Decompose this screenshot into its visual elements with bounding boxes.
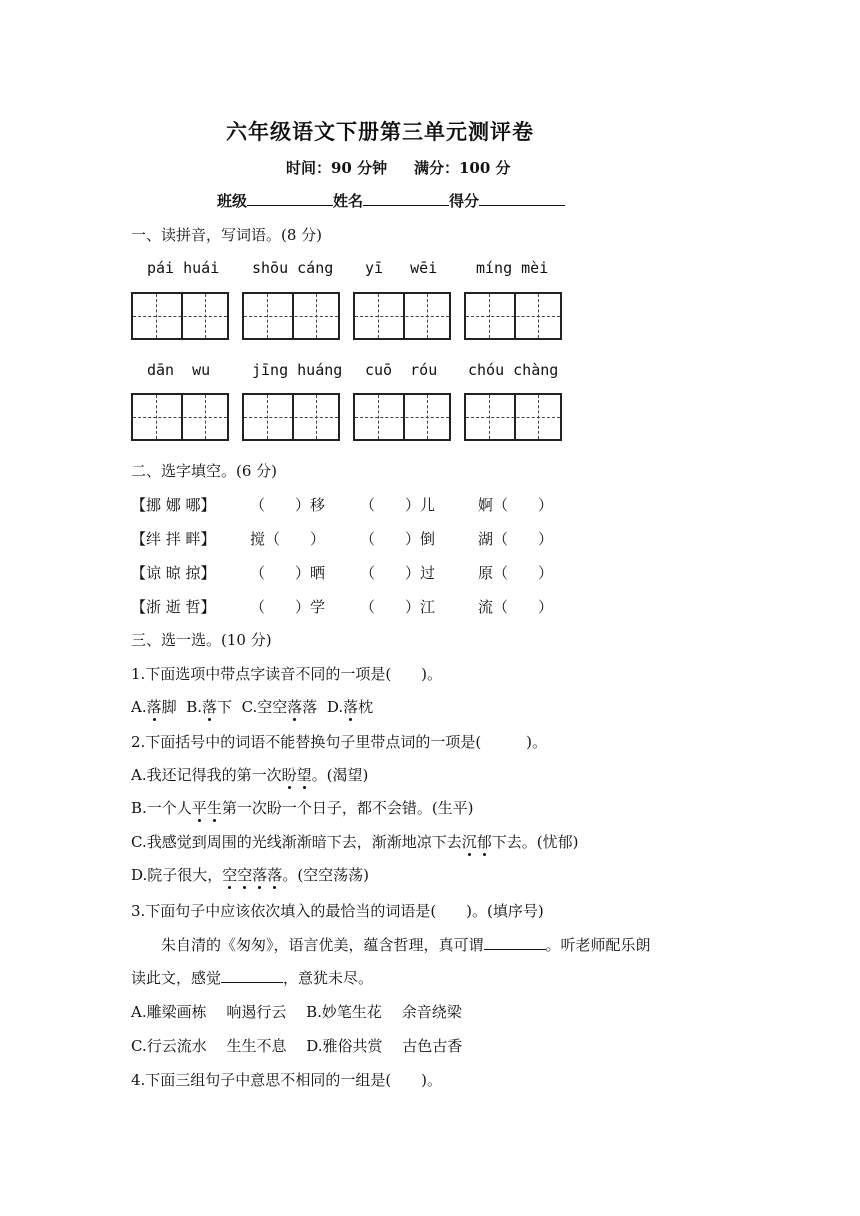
question-4: 4.下面三组句子中意思不相同的一组是( )。 <box>131 1071 443 1089</box>
q1-a-dotted-char: 落 <box>146 698 162 716</box>
fill-1-2: （ ）儿 <box>360 496 436 514</box>
q1-a-suffix: 脚 <box>161 698 177 716</box>
pinyin-2: shōu cáng <box>252 259 334 277</box>
pinyin-8: chóu chàng <box>468 361 559 379</box>
pinyin-3: yī wēi <box>365 259 438 277</box>
name-label: 姓名 <box>333 192 364 210</box>
section1-heading: 一、读拼音，写词语。(8 分) <box>131 226 323 244</box>
pinyin-1: pái huái <box>147 259 220 277</box>
class-blank <box>247 205 333 206</box>
q1-c-prefix: C.空空 <box>241 698 288 716</box>
q3-passage-text-end: 。听老师配乐朗 <box>545 936 651 954</box>
page-title: 六年级语文下册第三单元测评卷 <box>226 119 534 144</box>
q3-blank-1[interactable] <box>484 949 546 950</box>
q2-c-dotted-char: 郁 <box>476 833 492 851</box>
fill-2-1: 搅（ ） <box>250 530 326 548</box>
question-2-option-c <box>131 831 578 852</box>
fill-3-1: （ ）晒 <box>250 564 326 582</box>
writing-grid-2[interactable] <box>242 292 340 340</box>
fill-2-2: （ ）倒 <box>360 530 436 548</box>
char-group-4: 【浙 逝 哲】 <box>131 598 216 616</box>
q1-b-prefix: B. <box>186 698 202 716</box>
q1-b-dotted-char: 落 <box>201 698 217 716</box>
q2-a-dotted-char: 望 <box>296 766 312 784</box>
question-1-options <box>131 696 373 717</box>
q1-d-dotted-char: 落 <box>343 698 359 716</box>
q2-d-dotted-char: 落 <box>252 866 268 884</box>
section2-heading: 二、选字填空。(6 分) <box>131 462 278 480</box>
question-2-option-d <box>131 864 369 885</box>
q2-d-dotted-char: 空 <box>237 866 253 884</box>
q1-c-suffix: 落 <box>302 698 318 716</box>
fill-4-1: （ ）学 <box>250 598 326 616</box>
q3-blank-2[interactable] <box>221 982 283 983</box>
writing-grid-1[interactable] <box>131 292 229 340</box>
question-3: 3.下面句子中应该依次填入的最恰当的词语是( )。(填序号) <box>131 902 544 920</box>
writing-grid-6[interactable] <box>242 393 340 441</box>
char-group-3: 【谅 晾 掠】 <box>131 564 216 582</box>
q2-c-dotted-char: 沉 <box>461 833 477 851</box>
question-3-options-cd: C.行云流水 生生不息 D.雅俗共赏 古色古香 <box>131 1037 463 1055</box>
q1-c-dotted-char: 落 <box>287 698 303 716</box>
q3-passage-text: 朱自清的《匆匆》，语言优美，蕴含哲理，真可谓 <box>161 936 484 954</box>
q2-c-text: C.我感觉到周围的光线渐渐暗下去，渐渐地凉下去 <box>131 833 462 851</box>
writing-grid-7[interactable] <box>353 393 451 441</box>
question-3-options-ab: A.雕梁画栋 响遏行云 B.妙笔生花 余音绕梁 <box>131 1003 462 1021</box>
pinyin-6: jīng huáng <box>252 361 343 379</box>
time-label: 时间：90 分钟 <box>286 159 388 177</box>
name-blank <box>363 205 449 206</box>
q2-d-dotted-char: 空 <box>222 866 238 884</box>
writing-grid-8[interactable] <box>464 393 562 441</box>
question-2-option-a <box>131 764 368 785</box>
fill-4-3: 流（ ） <box>478 598 554 616</box>
q2-a-text: A.我还记得我的第一次 <box>131 766 282 784</box>
pinyin-4: míng mèi <box>476 259 549 277</box>
q1-d-prefix: D. <box>326 698 344 716</box>
q3-passage-text-2-end: ，意犹未尽。 <box>283 969 374 987</box>
q2-d-text: D.院子很大， <box>131 866 223 884</box>
score-label: 得分 <box>449 192 480 210</box>
q2-b-dotted-char: 生 <box>206 799 222 817</box>
fill-1-3: 婀（ ） <box>478 496 554 514</box>
question-2: 2.下面括号中的词语不能替换句子里带点词的一项是( )。 <box>131 733 548 751</box>
fill-3-3: 原（ ） <box>478 564 554 582</box>
fill-4-2: （ ）江 <box>360 598 436 616</box>
score-blank <box>479 205 565 206</box>
question-2-option-b <box>131 797 474 818</box>
fill-3-2: （ ）过 <box>360 564 436 582</box>
q2-c-suffix: 下去。(忧郁) <box>491 833 579 851</box>
question-1: 1.下面选项中带点字读音不同的一项是( )。 <box>131 665 443 683</box>
pinyin-5: dān wu <box>147 361 211 379</box>
char-group-2: 【绊 拌 畔】 <box>131 530 216 548</box>
writing-grid-3[interactable] <box>353 292 451 340</box>
q2-b-dotted-char: 平 <box>191 799 207 817</box>
q2-d-dotted-char: 落 <box>267 866 283 884</box>
fill-1-1: （ ）移 <box>250 496 326 514</box>
q2-b-suffix: 第一次盼一个日子，都不会错。(生平) <box>221 799 474 817</box>
q2-a-suffix: 。(渴望) <box>311 766 369 784</box>
writing-grid-4[interactable] <box>464 292 562 340</box>
fill-2-3: 湖（ ） <box>478 530 554 548</box>
q1-d-suffix: 枕 <box>358 698 374 716</box>
q3-passage-text-2: 读此文，感觉 <box>131 969 222 987</box>
writing-grid-5[interactable] <box>131 393 229 441</box>
char-group-1: 【挪 娜 哪】 <box>131 496 216 514</box>
section3-heading: 三、选一选。(10 分) <box>131 631 272 649</box>
question-3-passage-line1 <box>161 934 651 955</box>
q2-a-dotted-char: 盼 <box>281 766 297 784</box>
q2-d-suffix: 。(空空荡荡) <box>282 866 370 884</box>
class-field <box>217 190 565 211</box>
q1-a-prefix: A. <box>131 698 147 716</box>
pinyin-7: cuō róu <box>365 361 438 379</box>
q1-b-suffix: 下 <box>217 698 233 716</box>
score-total-label: 满分：100 分 <box>414 159 511 177</box>
class-label: 班级 <box>217 192 248 210</box>
q2-b-text: B.一个人 <box>131 799 192 817</box>
question-3-passage-line2 <box>131 967 373 988</box>
